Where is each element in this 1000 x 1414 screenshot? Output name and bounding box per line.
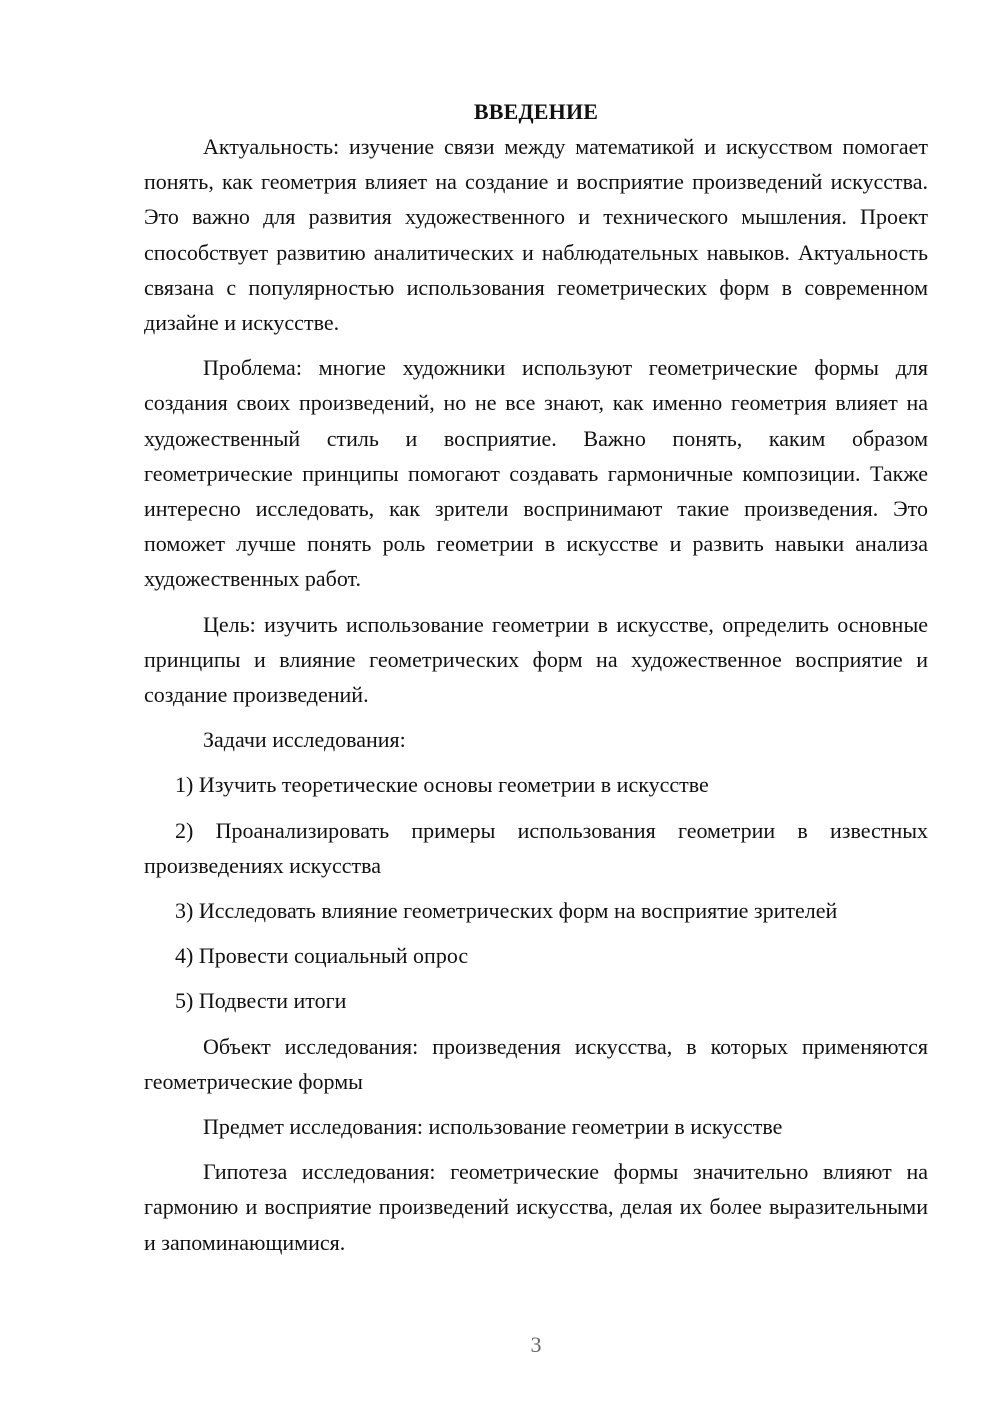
tasks-title: Задачи исследования: — [203, 727, 406, 753]
page-number: 3 — [530, 1332, 542, 1357]
paragraph-hypothesis: Гипотеза исследования: геометрические формы значительно влияют на гармонию и восприятие произведений искусства, делая их более выразительными и запоминающимися. — [144, 1159, 928, 1255]
task-item-3: 3) Исследовать влияние геометрических форм на восприятие зрителей — [175, 898, 838, 924]
paragraph-goal: Цель: изучить использование геометрии в искусстве, определить основные принципы и влияние геометрических форм на художественное восприятие и создание произведений. — [144, 611, 928, 708]
task-item-2: 2) Проанализировать примеры использования геометрии в известных произведениях искусства — [144, 817, 928, 878]
task-item-1: 1) Изучить теоретические основы геометрии в искусстве — [175, 772, 709, 798]
paragraph-problem: Проблема: многие художники используют геометрические формы для создания своих произведений, но не все знают, как именно геометрия влияет на художественный стиль и восприятие. Важно понять, каким образом геометрические принципы помогают создавать гармоничные композиции. Также интересно исследовать, как зрители воспринимают такие произведения. Это поможет лучше понять роль геометрии в искусстве и развить навыки анализа художественных работ. — [144, 355, 928, 592]
section-heading: ВВЕДЕНИЕ — [473, 99, 599, 124]
page-content — [144, 94, 928, 1270]
paragraph-relevance: Актуальность: изучение связи между математикой и искусством помогает понять, как геометрия влияет на создание и восприятие произведений искусства. Это важно для развития художественного и технического мышления. Проект способствует развитию аналитических и наблюдательных навыков. Актуальность связана с популярностью использования геометрических форм в современном дизайне и искусстве. — [144, 134, 928, 336]
paragraph-object: Объект исследования: произведения искусства, в которых применяются геометрические формы — [144, 1033, 928, 1094]
paragraph-subject: Предмет исследования: использование геометрии в искусстве — [203, 1114, 783, 1140]
task-item-5: 5) Подвести итоги — [175, 988, 347, 1014]
task-item-4: 4) Провести социальный опрос — [175, 943, 469, 969]
